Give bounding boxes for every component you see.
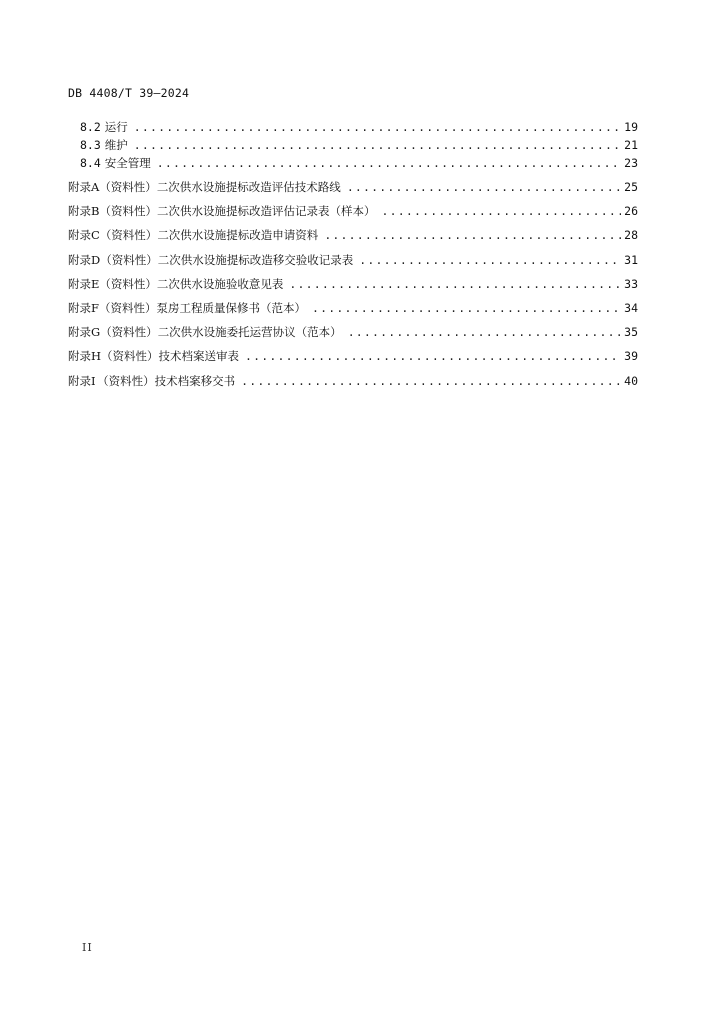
page-number: 40	[624, 373, 638, 388]
appendix-kind: （资料性）	[99, 180, 157, 194]
appendix-word: 附	[68, 373, 80, 388]
appendix-word: 录	[79, 204, 91, 219]
leader-dots	[245, 349, 621, 363]
appendix-kind: （资料性）	[99, 276, 157, 291]
toc-entry-appendix-d[interactable]	[68, 252, 638, 276]
appendix-word: 录	[79, 349, 91, 364]
appendix-letter: H	[91, 349, 102, 364]
appendix-kind: （资料性）	[100, 325, 158, 340]
appendix-title: 二次供水设施提标改造移交验收记录表	[157, 252, 354, 267]
appendix-kind: （资料性）	[98, 300, 157, 315]
toc-entry-appendix-g[interactable]	[68, 324, 638, 348]
appendix-word: 附	[68, 180, 80, 194]
page-number: 25	[624, 180, 638, 194]
page-number: 19	[624, 120, 638, 134]
appendix-kind: （资料性）	[101, 349, 159, 364]
appendix-word: 附	[68, 325, 80, 340]
leader-dots	[241, 374, 621, 388]
appendix-word: 录	[79, 325, 91, 340]
appendix-kind: （资料性）	[99, 228, 158, 243]
appendix-word: 附	[68, 204, 80, 219]
appendix-title: 技术档案送审表	[158, 349, 240, 364]
page-number: 33	[624, 276, 638, 291]
appendix-title: 泵房工程质量保修书（范本）	[156, 300, 306, 315]
footer-page-number: II	[82, 941, 93, 954]
leader-dots	[289, 277, 621, 291]
section-number: 8.2	[80, 120, 101, 134]
appendix-letter: B	[91, 204, 100, 219]
appendix-word: 录	[79, 373, 91, 388]
page-number: 34	[624, 300, 638, 315]
page-number: 28	[624, 228, 638, 243]
toc-entry-8-4[interactable]	[68, 155, 638, 179]
appendix-word: 录	[79, 228, 91, 243]
page-number: 23	[624, 156, 638, 170]
toc-entry-appendix-i[interactable]	[68, 373, 638, 397]
leader-dots	[134, 138, 621, 152]
page-number: 21	[624, 138, 638, 152]
page-number: 26	[624, 204, 638, 219]
document-header: DB 4408/T 39—2024	[68, 86, 190, 100]
appendix-word: 录	[79, 276, 91, 291]
toc-entry-appendix-e[interactable]	[68, 276, 638, 300]
appendix-word: 附	[68, 228, 80, 243]
leader-dots	[312, 301, 621, 315]
section-title: 运行	[104, 120, 128, 134]
appendix-word: 附	[68, 349, 80, 364]
toc-entry-appendix-c[interactable]	[68, 227, 638, 251]
section-title: 维护	[104, 138, 128, 152]
leader-dots	[347, 180, 621, 194]
leader-dots	[348, 325, 621, 339]
appendix-word: 附	[68, 300, 80, 315]
section-number: 8.4	[80, 156, 101, 170]
page-number: 31	[624, 252, 638, 267]
section-number: 8.3	[80, 138, 101, 152]
toc-entry-appendix-b[interactable]	[68, 203, 638, 227]
toc-entry-appendix-a[interactable]	[68, 179, 638, 203]
page-number: 39	[624, 349, 638, 364]
toc-entry-8-2[interactable]	[68, 119, 638, 137]
table-of-contents	[68, 119, 638, 397]
appendix-title: 二次供水设施提标改造评估技术路线	[156, 180, 341, 194]
section-title: 安全管理	[104, 156, 151, 170]
appendix-word: 附	[68, 276, 80, 291]
appendix-letter: C	[91, 228, 100, 243]
appendix-title: 二次供水设施验收意见表	[156, 276, 284, 291]
leader-dots	[134, 120, 621, 134]
appendix-kind: （资料性）	[99, 204, 157, 219]
appendix-word: 录	[79, 180, 91, 194]
appendix-word: 附	[68, 252, 80, 267]
appendix-title: 技术档案移交书	[154, 373, 236, 388]
appendix-letter: D	[91, 252, 101, 267]
appendix-letter: E	[91, 276, 100, 291]
appendix-kind: （资料性）	[100, 252, 158, 267]
leader-dots	[359, 253, 621, 267]
appendix-letter: I	[91, 373, 96, 388]
appendix-word: 录	[79, 300, 91, 315]
appendix-letter: A	[91, 180, 100, 194]
appendix-kind: （资料性）	[97, 373, 155, 388]
toc-entry-8-3[interactable]	[68, 137, 638, 155]
leader-dots	[157, 156, 621, 170]
leader-dots	[381, 204, 621, 218]
appendix-title: 二次供水设施提标改造申请资料	[157, 228, 319, 243]
toc-entry-appendix-f[interactable]	[68, 300, 638, 324]
leader-dots	[324, 228, 621, 242]
appendix-word: 录	[79, 252, 91, 267]
toc-entry-appendix-h[interactable]	[68, 348, 638, 372]
appendix-letter: F	[91, 300, 99, 315]
appendix-letter: G	[91, 325, 101, 340]
appendix-title: 二次供水设施提标改造评估记录表（样本）	[156, 204, 376, 219]
appendix-title: 二次供水设施委托运营协议（范本）	[157, 325, 342, 340]
page-number: 35	[624, 325, 638, 340]
